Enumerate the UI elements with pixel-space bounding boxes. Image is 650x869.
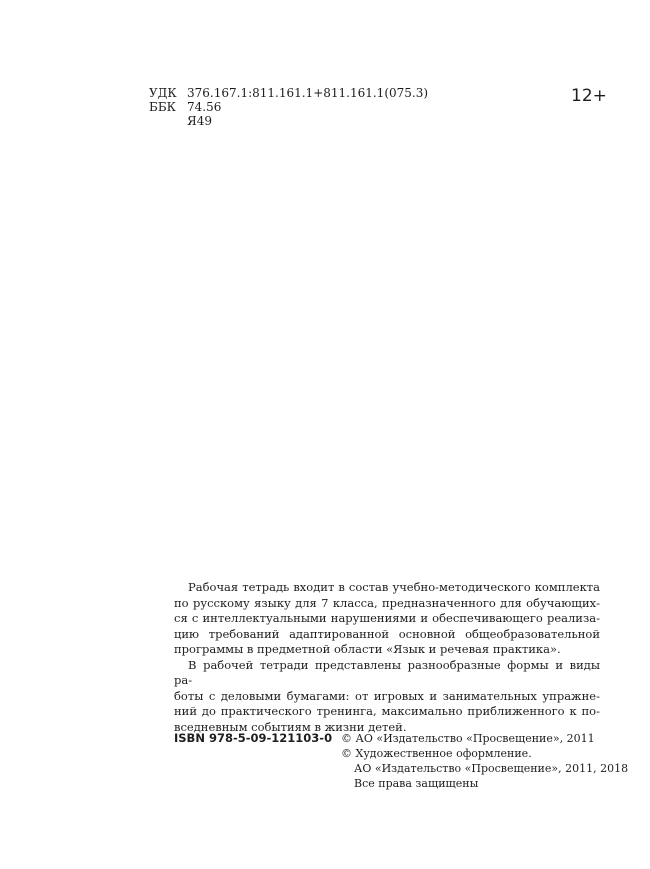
rights-reserved: Все права защищены (354, 777, 479, 790)
annotation-line: вседневным событиям в жизни детей. (174, 719, 407, 734)
annotation-line: ся с интеллектуальными нарушениями и обеспечивающего реализа- (174, 611, 600, 625)
isbn: ISBN 978-5-09-121103-0 (174, 731, 333, 745)
annotation-line: цию требований адаптированной основной общеобразовательной (174, 626, 600, 641)
annotation-line: Рабочая тетрадь входит в состав учебно-методического комплекта (188, 580, 600, 594)
copyright-block (341, 731, 628, 791)
classification-block (149, 86, 428, 128)
bbk-row (149, 100, 428, 114)
udk-value: 376.167.1:811.161.1+811.161.1(075.3) (187, 86, 429, 100)
annotation-line: В рабочей тетради представлены разнообразные формы и виды ра- (174, 657, 600, 687)
age-rating: 12+ (571, 86, 607, 106)
annotation (174, 580, 600, 735)
bbk-value: 74.56 (187, 100, 222, 114)
author-mark-row (149, 114, 428, 128)
annotation-line: ний до практического тренинга, максимально приближенного к по- (174, 704, 600, 718)
annotation-paragraph-1 (174, 580, 600, 658)
udk-row (149, 86, 428, 100)
udk-label: УДК (149, 86, 177, 100)
bbk-label: ББК (149, 100, 176, 114)
copyright-line: © Художественное оформление. (341, 747, 532, 760)
annotation-line: программы в предметной области «Язык и речевая практика». (174, 642, 561, 656)
annotation-line: по русскому языку для 7 класса, предназначенного для обучающих- (174, 595, 600, 610)
annotation-paragraph-2 (174, 658, 600, 736)
copyright-line: © АО «Издательство «Просвещение», 2011 (341, 732, 595, 745)
author-mark: Я49 (187, 114, 212, 128)
annotation-line: боты с деловыми бумагами: от игровых и занимательных упражне- (174, 688, 600, 703)
copyright-line: АО «Издательство «Просвещение», 2011, 2018 (354, 762, 629, 775)
